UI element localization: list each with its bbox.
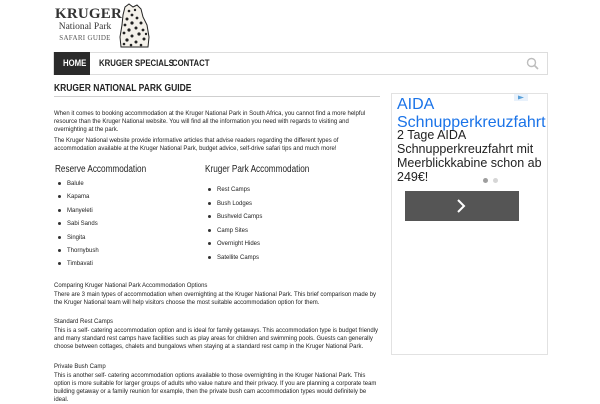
list-item-park[interactable]: Overnight Hides [208,240,262,254]
list-item-reserve[interactable]: Timbavati [58,260,99,273]
section-text-comparing: There are 3 main types of accommodation when overnighting at the Kruger National Park. This brief comparison made by the Kruger National team will help visitors choose the most suitable accommodation option for them. [54,292,377,307]
list-item-reserve[interactable]: Sabi Sands [58,220,99,233]
search-icon[interactable] [526,57,539,70]
list-item-park[interactable]: Bush Lodges [208,200,262,214]
intro-paragraph: When it comes to booking accommodation at the Kruger National Park in South Africa, you cannot find a more helpful resource than the Kruger National website. You will find all the information you need with regards to visiting and overnighting at the park. [54,111,366,134]
logo-line-3: SAFARI GUIDE [59,33,111,42]
logo-line-2: National Park [58,22,112,32]
section-title-private-bush-camp: Private Bush Camp [54,364,106,370]
main-navigation [53,52,548,75]
section-title-comparing: Comparing Kruger National Park Accommodation Options [54,283,208,289]
reserve-accommodation-heading: Reserve Accommodation [55,164,147,175]
page-title: KRUGER NATIONAL PARK GUIDE [54,83,192,94]
ad-body[interactable]: 2 Tage AIDA Schnupperkreuzfahrt mit Meerblickkabine schon ab 249€! [397,128,542,184]
logo-text [55,6,123,42]
list-item-reserve[interactable]: Manyeleti [58,207,99,220]
site-logo[interactable] [55,3,155,49]
kruger-park-accommodation-list [208,186,262,267]
list-item-park[interactable]: Bushveld Camps [208,213,262,227]
section-text-standard-rest-camps: This is a self- catering accommodation option and is ideal for family getaways. This accommodation type is budget friendly and many standard rest camps have facilities such as play areas for children and swimming pools. Guests can generally choose between cottages, chalets and bungalows when staying at a standard rest camp in the Kruger National Park. [54,328,379,351]
reserve-accommodation-list [58,180,99,274]
list-item-park[interactable]: Camp Sites [208,227,262,241]
section-title-standard-rest-camps: Standard Rest Camps [54,319,114,325]
nav-item-kruger-specials[interactable]: KRUGER SPECIALS [99,58,174,69]
nav-item-contact[interactable]: CONTACT [172,58,210,69]
nav-item-home[interactable]: HOME [63,58,87,69]
list-item-park[interactable]: Satellite Camps [208,254,262,268]
section-text-private-bush-camp: This is another self- catering accommodation options available to those overnighting in the Kruger National Park. This option is more suitable for larger groups of adults who value nature and their privacy. If you are planning a corporate team building getaway or a family reunion for example, then the private bush cam accommodation types would definitely be ideal. [54,373,377,404]
ad-carousel-dot[interactable] [493,178,498,183]
list-item-park[interactable]: Rest Camps [208,186,262,200]
title-divider [54,96,380,97]
list-item-reserve[interactable]: Singita [58,234,99,247]
logo-line-1: KRUGER [55,6,123,22]
kruger-park-accommodation-heading: Kruger Park Accommodation [205,164,310,175]
ad-title[interactable]: AIDA Schnupperkreuzfahrt [397,96,546,131]
intro-paragraph-2: The Kruger National website provide informative articles that advise readers regarding the different types of accommodation available at the Kruger National Park, budget advice, self-drive safari tips and much more! [54,138,339,153]
list-item-reserve[interactable]: Kapama [58,193,99,206]
list-item-reserve[interactable]: Balule [58,180,99,193]
chevron-right-icon [455,199,467,213]
list-item-reserve[interactable]: Thornybush [58,247,99,260]
leopard-icon [115,3,153,49]
ad-carousel-dot-active[interactable] [483,178,488,183]
